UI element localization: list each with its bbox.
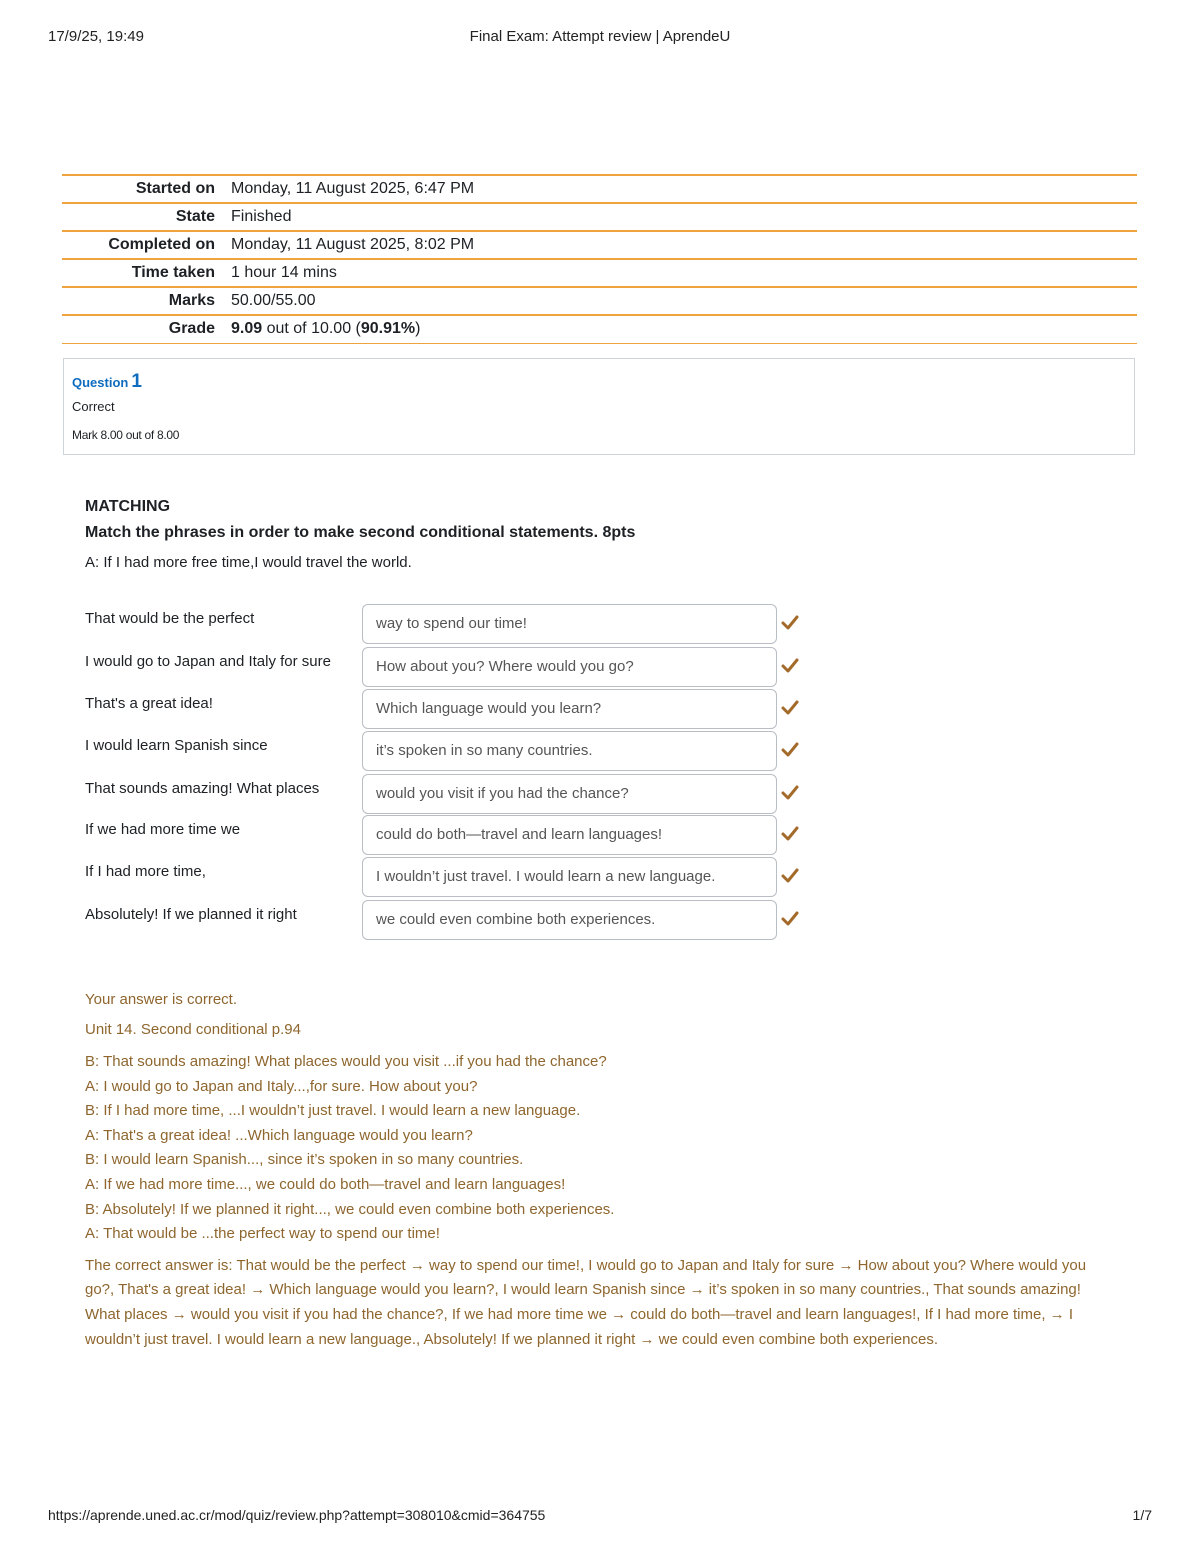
question-text (85, 498, 1125, 571)
match-answer-select[interactable]: How about you? Where would you go? (362, 647, 777, 687)
match-stem: That would be the perfect (85, 610, 255, 627)
match-answer-select[interactable]: we could even combine both experiences. (362, 900, 777, 940)
grade-score: 9.09 (231, 320, 263, 338)
print-page-title: Final Exam: Attempt review | AprendeU (469, 28, 731, 45)
match-stem: That sounds amazing! What places (85, 780, 320, 797)
summary-row-state (62, 203, 1137, 231)
match-row (85, 857, 815, 897)
print-footer (48, 1507, 1152, 1527)
question-prefix: Question (72, 375, 129, 390)
match-answer-select[interactable]: Which language would you learn? (362, 689, 777, 729)
dialogue-line: A: I would go to Japan and Italy...,for sure. How about you? (85, 1077, 478, 1095)
match-stem: I would learn Spanish since (85, 737, 268, 754)
summary-value: Monday, 11 August 2025, 8:02 PM (231, 236, 475, 253)
dialogue-line: B: If I had more time, ...I wouldn’t just travel. I would learn a new language. (85, 1102, 581, 1120)
correct-answer-text: The correct answer is: That would be the perfect → way to spend our time!, I would go to Japan and Italy for sure → How about you? Where would you go?, That's a great idea! → Which language would you learn?, I would learn Spanish since → it’s spoken in so many countries., That sounds amazing! What places → would you visit if you had the chance?, If we had more time we → could do both—travel and learn languages!, If I had more time, → I wouldn’t just travel. I would learn a new language., Absolutely! If we planned it right → we could even combine both experiences. (85, 1256, 1087, 1348)
grade-value (225, 315, 1137, 343)
match-stem: If we had more time we (85, 821, 241, 838)
summary-label: Completed on (108, 236, 215, 253)
match-stem: If I had more time, (85, 863, 206, 880)
summary-label: State (175, 208, 215, 225)
print-header (48, 28, 1152, 48)
general-feedback: Your answer is correct. (85, 991, 238, 1008)
match-row (85, 604, 815, 644)
dialogue-line: B: Absolutely! If we planned it right..., we could even combine both experiences. (85, 1200, 615, 1218)
question-number (72, 371, 1126, 393)
question-heading: MATCHING (85, 498, 171, 515)
summary-value: Monday, 11 August 2025, 6:47 PM (231, 180, 475, 197)
question-instruction: Match the phrases in order to make second conditional statements. 8pts (85, 524, 636, 541)
summary-value: 50.00/55.00 (231, 292, 316, 309)
print-datetime: 17/9/25, 19:49 (48, 28, 144, 45)
check-icon (781, 782, 799, 802)
summary-label: Time taken (131, 264, 215, 281)
dialogue-line: A: That would be ...the perfect way to spend our time! (85, 1225, 440, 1243)
question-grade: Mark 8.00 out of 8.00 (72, 428, 180, 442)
question-feedback (85, 991, 1115, 1352)
summary-label: Started on (135, 180, 215, 197)
check-icon (781, 655, 799, 675)
match-stem: Absolutely! If we planned it right (85, 906, 297, 923)
dialogue-line: B: I would learn Spanish..., since it’s spoken in so many countries. (85, 1151, 524, 1169)
summary-label: Grade (168, 320, 215, 338)
summary-row-started (62, 175, 1137, 203)
check-icon (781, 865, 799, 885)
match-stem: That's a great idea! (85, 695, 213, 712)
print-page-number: 1/7 (1132, 1507, 1152, 1523)
check-icon (781, 739, 799, 759)
match-row (85, 731, 815, 771)
check-icon (781, 823, 799, 843)
question-example: A: If I had more free time,I would travel the world. (85, 554, 412, 571)
dialogue-line: A: If we had more time..., we could do both—travel and learn languages! (85, 1175, 566, 1193)
match-row (85, 774, 815, 814)
grade-end: ) (415, 320, 421, 338)
check-icon (781, 908, 799, 928)
match-answer-select[interactable]: way to spend our time! (362, 604, 777, 644)
match-row (85, 647, 815, 687)
match-answer-select[interactable]: would you visit if you had the chance? (362, 774, 777, 814)
match-answer-select[interactable]: I wouldn’t just travel. I would learn a new language. (362, 857, 777, 897)
dialogue-line: B: That sounds amazing! What places would you visit ...if you had the chance? (85, 1053, 607, 1070)
dialogue-line: A: That's a great idea! ...Which language would you learn? (85, 1126, 473, 1144)
question-info-box (63, 358, 1135, 455)
summary-value: Finished (231, 208, 292, 225)
summary-row-grade (62, 315, 1137, 343)
match-answer-select[interactable]: it’s spoken in so many countries. (362, 731, 777, 771)
grade-percent: 90.91% (360, 320, 416, 338)
match-row (85, 689, 815, 729)
summary-value: 1 hour 14 mins (231, 264, 337, 281)
question-number-value: 1 (131, 371, 142, 392)
summary-row-marks (62, 287, 1137, 315)
check-icon (781, 697, 799, 717)
match-row (85, 815, 815, 855)
attempt-summary-table (62, 174, 1137, 344)
match-stem: I would go to Japan and Italy for sure (85, 653, 331, 670)
summary-label: Marks (168, 292, 215, 309)
feedback-unit: Unit 14. Second conditional p.94 (85, 1021, 301, 1038)
match-row (85, 900, 815, 940)
grade-middle: out of 10.00 ( (262, 320, 361, 338)
print-url: https://aprende.uned.ac.cr/mod/quiz/review.php?attempt=308010&cmid=364755 (48, 1507, 546, 1523)
match-answer-select[interactable]: could do both—travel and learn languages! (362, 815, 777, 855)
summary-row-time-taken (62, 259, 1137, 287)
question-state: Correct (72, 399, 115, 414)
summary-row-completed (62, 231, 1137, 259)
check-icon (781, 612, 799, 632)
